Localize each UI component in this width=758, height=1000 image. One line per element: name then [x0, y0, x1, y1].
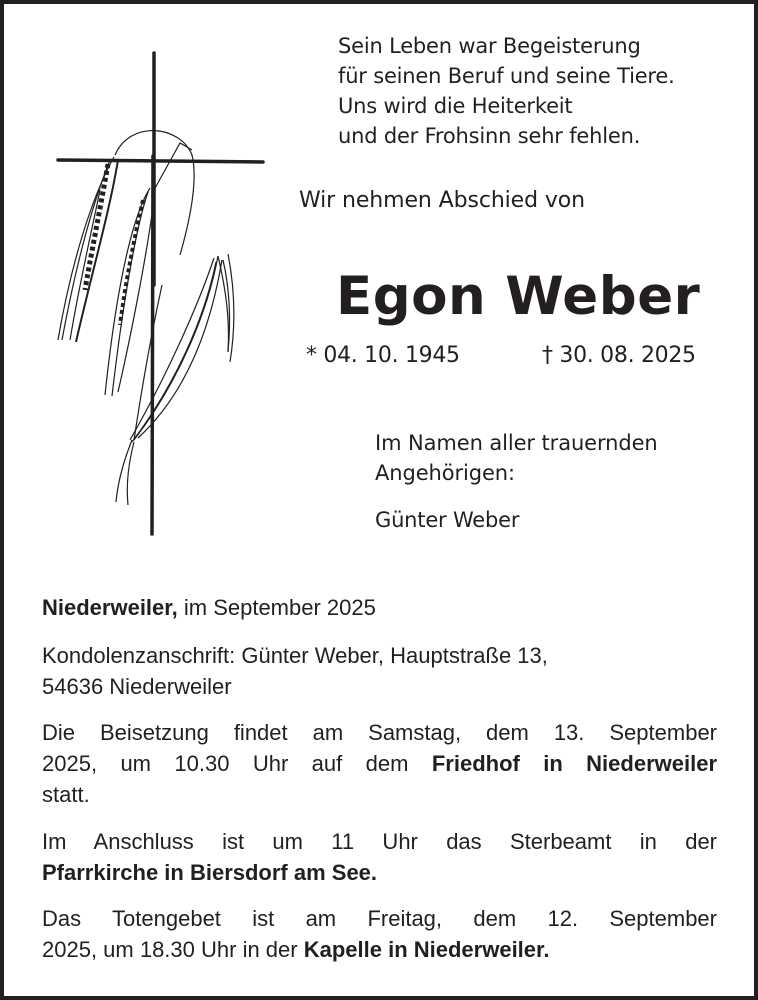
- poem-line: Sein Leben war Begeisterung: [338, 34, 641, 58]
- address-line: 54636 Niederweiler: [42, 674, 232, 699]
- burial-info: [42, 717, 717, 810]
- address-line: Kondolenzanschrift: Günter Weber, Hauptstraße 13,: [42, 643, 548, 668]
- poem-line: für seinen Beruf und seine Tiere.: [338, 64, 675, 88]
- memorial-poem: [338, 31, 675, 151]
- burial-text: 2025, um 10.30 Uhr auf dem: [42, 751, 432, 776]
- wheat-icon: [58, 131, 234, 505]
- cross-wheat-illustration: [30, 40, 280, 560]
- poem-line: Uns wird die Heiterkeit: [338, 94, 573, 118]
- requiem-line: Im Anschluss ist um 11 Uhr das Sterbeamt in der: [42, 829, 717, 854]
- date: im September 2025: [177, 595, 376, 620]
- burial-line: [42, 748, 717, 779]
- requiem-info: [42, 826, 717, 888]
- farewell-line: Wir nehmen Abschied von: [299, 188, 585, 213]
- mourners-line: Angehörigen:: [375, 461, 515, 485]
- burial-location: Friedhof in Niederweiler: [431, 751, 718, 776]
- death-date: † 30. 08. 2025: [542, 343, 696, 368]
- condolence-address: [42, 640, 548, 702]
- wake-text: 2025, um 18.30 Uhr in der: [42, 937, 304, 962]
- chapel-location: Kapelle in Niederweiler.: [303, 937, 550, 962]
- wake-info: [42, 903, 717, 965]
- church-location: Pfarrkirche in Biersdorf am See.: [42, 860, 378, 885]
- place: Niederweiler,: [42, 595, 178, 620]
- wake-line: Das Totengebet ist am Freitag, dem 12. September: [42, 906, 717, 931]
- birth-date: * 04. 10. 1945: [306, 343, 460, 368]
- place-date: [42, 592, 376, 623]
- burial-line: statt.: [42, 782, 90, 807]
- deceased-name: Egon Weber: [336, 266, 701, 327]
- signed-by: Günter Weber: [375, 508, 520, 532]
- burial-line: Die Beisetzung findet am Samstag, dem 13. September: [42, 720, 717, 745]
- requiem-location: [42, 857, 717, 888]
- mourners-intro: [375, 428, 658, 488]
- poem-line: und der Frohsinn sehr fehlen.: [338, 124, 641, 148]
- mourners-line: Im Namen aller trauernden: [375, 431, 658, 455]
- wake-line: [42, 934, 717, 965]
